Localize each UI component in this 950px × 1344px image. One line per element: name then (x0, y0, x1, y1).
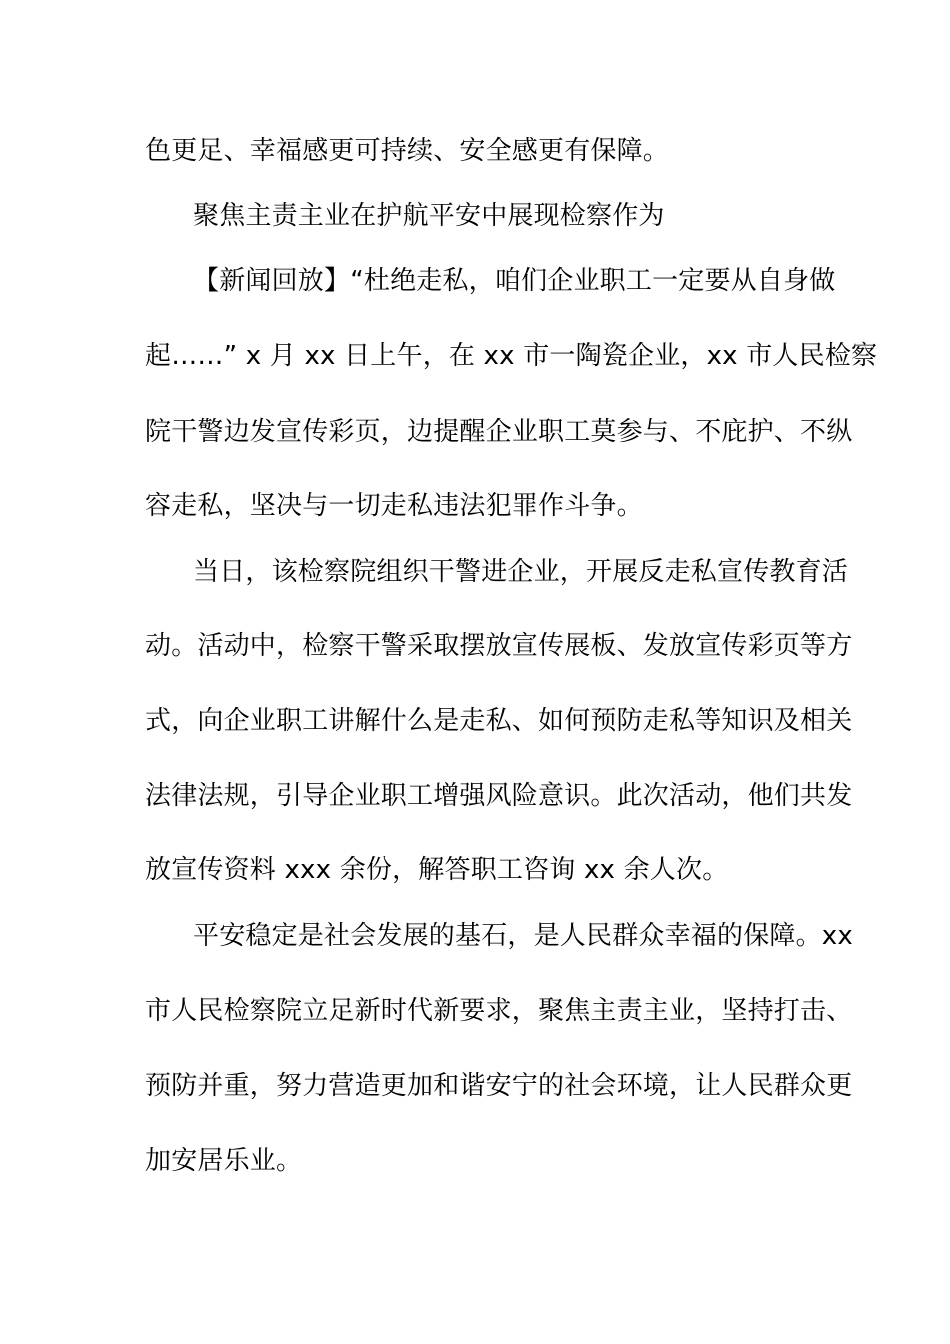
paragraph-line: 【新闻回放】“杜绝走私，咱们企业职工一定要从自身做 (193, 266, 836, 296)
paragraph-line: 起……” x 月 xx 日上午，在 xx 市一陶瓷企业，xx 市人民检察 (145, 341, 878, 371)
section-heading: 聚焦主责主业在护航平安中展现检察作为 (193, 201, 665, 231)
paragraph-line: 预防并重，努力营造更加和谐安宁的社会环境，让人民群众更 (145, 1071, 853, 1101)
paragraph-line: 院干警边发宣传彩页，边提醒企业职工莫参与、不庇护、不纵 (145, 417, 853, 447)
paragraph-line: 容走私，坚决与一切走私违法犯罪作斗争。 (145, 491, 643, 521)
paragraph-line: 市人民检察院立足新时代新要求，聚焦主责主业，坚持打击、 (145, 996, 853, 1026)
paragraph-line: 法律法规，引导企业职工增强风险意识。此次活动，他们共发 (145, 781, 853, 811)
paragraph-line: 放宣传资料 xxx 余份，解答职工咨询 xx 余人次。 (145, 855, 729, 885)
paragraph-line: 式，向企业职工讲解什么是走私、如何预防走私等知识及相关 (145, 706, 853, 736)
paragraph-line: 色更足、幸福感更可持续、安全感更有保障。 (145, 136, 670, 166)
paragraph-line: 加安居乐业。 (145, 1146, 303, 1176)
paragraph-line: 平安稳定是社会发展的基石，是人民群众幸福的保障。xx (193, 921, 853, 951)
paragraph-line: 当日，该检察院组织干警进企业，开展反走私宣传教育活 (193, 557, 849, 587)
paragraph-line: 动。活动中，检察干警采取摆放宣传展板、发放宣传彩页等方 (145, 631, 853, 661)
